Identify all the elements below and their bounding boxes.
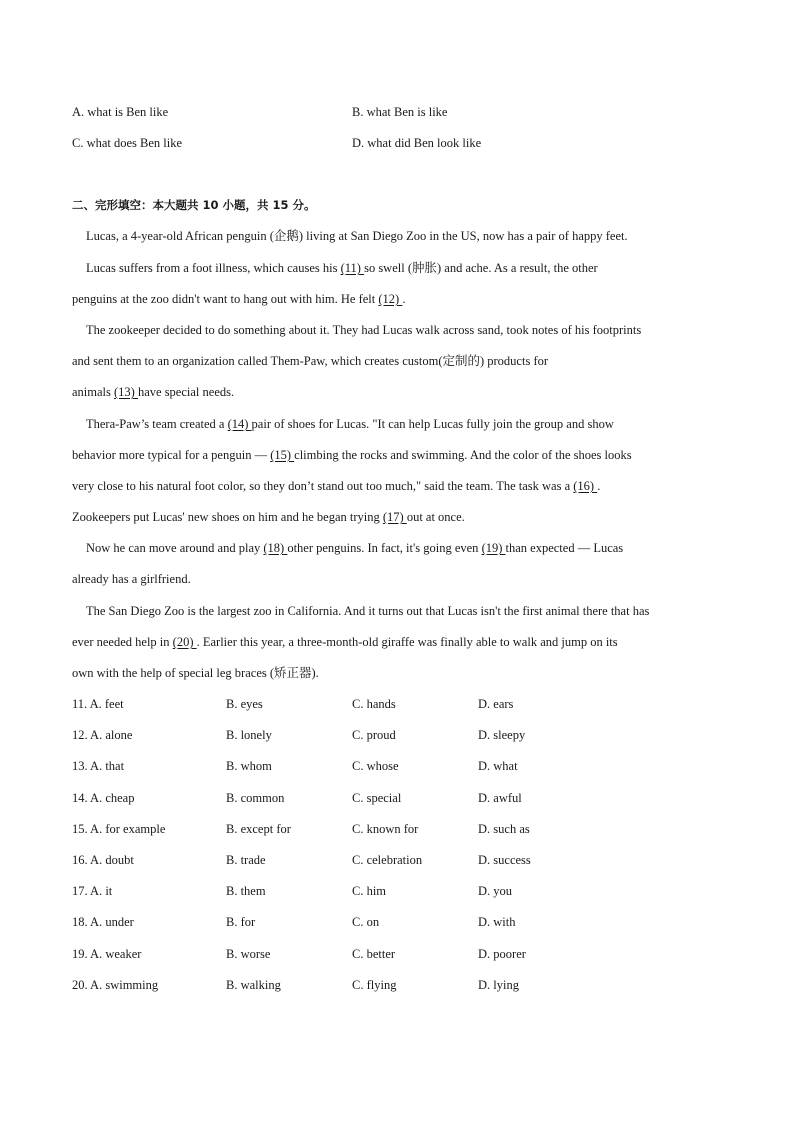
option-d: D. success (478, 853, 531, 867)
passage-line (72, 634, 618, 650)
option-c: C. hands (352, 697, 396, 711)
option-a: 13. A. that (72, 759, 125, 774)
blank-marker: (11) (340, 261, 365, 275)
option-b: B. except for (226, 821, 291, 836)
option-c: C. known for (352, 821, 419, 836)
option-a: 11. A. feet (72, 697, 124, 711)
passage-text: behavior more typical for a penguin — (72, 448, 271, 462)
option-c: C. on (352, 915, 380, 930)
passage-line (86, 603, 649, 619)
section-heading: 二、完形填空：本大题共 10 小题，共 15 分。 (72, 198, 316, 212)
passage-line (72, 509, 465, 525)
passage-line (86, 540, 623, 556)
option-b: B. for (226, 915, 256, 930)
option-c: C. flying (352, 977, 397, 992)
option-d: D. with (478, 915, 516, 930)
option-c: C. whose (352, 759, 399, 774)
passage-line (86, 260, 598, 276)
option-a: 18. A. under (72, 915, 134, 930)
blank-marker: (17) (382, 510, 407, 524)
passage-text: and sent them to an organization called Them-Paw, which creates custom(定制的) products for (72, 354, 549, 368)
passage-text: Lucas, a 4-year-old African penguin (企鹅) living at San Diego Zoo in the US, now has a pair of happy feet. (86, 229, 628, 243)
passage-text: already has a girlfriend. (72, 572, 191, 586)
option-c: C. him (352, 884, 387, 899)
blank-marker: (19) (481, 541, 506, 555)
option-d: D. ears (478, 697, 514, 711)
passage-line (72, 291, 405, 307)
passage-text: . (402, 292, 406, 306)
passage-text: . Earlier this year, a three-month-old giraffe was finally able to walk and jump on its (196, 635, 618, 649)
option-a: 19. A. weaker (72, 946, 142, 961)
blank-marker: (12) (378, 292, 403, 306)
option-b: B. lonely (226, 728, 272, 743)
passage-text: ever needed help in (72, 635, 173, 649)
passage-line (72, 571, 191, 587)
blank-marker: (13) (114, 385, 138, 399)
option-d: D. sleepy (478, 728, 526, 743)
option-a: 15. A. for example (72, 821, 166, 836)
option-d: D. lying (478, 977, 519, 992)
option-b: B. them (226, 884, 266, 899)
option-b: B. worse (226, 946, 271, 961)
passage-text: Now he can move around and play (86, 541, 264, 555)
passage-line (72, 665, 319, 681)
option-a: 12. A. alone (72, 728, 133, 743)
option-b: B. trade (226, 853, 266, 867)
passage-line (86, 322, 641, 338)
option-c: C. better (352, 946, 396, 961)
passage-text: have special needs. (137, 385, 235, 399)
blank-marker: (16) (573, 479, 598, 493)
passage-text: The zookeeper decided to do something about it. They had Lucas walk across sand, took notes of his footprints (86, 323, 642, 337)
passage-text: Zookeepers put Lucas' new shoes on him and he began trying (72, 510, 383, 524)
option-d: D. poorer (478, 946, 526, 961)
top-option-b: B. what Ben is like (352, 105, 448, 119)
passage-text: penguins at the zoo didn't want to hang out with him. He felt (72, 292, 379, 306)
blank-marker: (15) (270, 448, 295, 462)
option-c: C. celebration (352, 853, 423, 867)
passage-text: The San Diego Zoo is the largest zoo in California. And it turns out that Lucas isn't the first animal there that has (86, 604, 650, 618)
passage-text: own with the help of special leg braces (矫正器). (72, 666, 319, 680)
passage-line (72, 353, 548, 369)
option-d: D. what (478, 759, 518, 774)
option-b: B. walking (226, 977, 281, 992)
option-c: C. special (352, 790, 402, 805)
passage-text: Lucas suffers from a foot illness, which causes his (86, 261, 341, 275)
passage-line (72, 447, 632, 463)
passage-text: out at once. (406, 510, 465, 524)
option-a: 14. A. cheap (72, 790, 135, 805)
passage-text: so swell (肿胀) and ache. As a result, the other (364, 261, 598, 275)
passage-line (86, 416, 614, 432)
option-d: D. you (478, 884, 513, 899)
passage-text: very close to his natural foot color, so they don’t stand out too much," said the team. The task was a (72, 479, 574, 493)
passage-line (72, 384, 234, 400)
blank-marker: (18) (263, 541, 288, 555)
passage-text: Thera-Paw’s team created a (86, 417, 228, 431)
passage-text: climbing the rocks and swimming. And the color of the shoes looks (294, 448, 632, 462)
blank-marker: (14) (227, 417, 252, 431)
passage-text: than expected — Lucas (505, 541, 624, 555)
passage-text: other penguins. In fact, it's going even (287, 541, 482, 555)
option-d: D. such as (478, 821, 530, 836)
passage-line (86, 228, 628, 244)
passage-line (72, 478, 600, 494)
option-b: B. eyes (226, 697, 263, 711)
option-b: B. common (226, 790, 285, 805)
option-b: B. whom (226, 759, 272, 774)
passage-text: . (597, 479, 601, 493)
top-option-c: C. what does Ben like (72, 136, 183, 150)
top-option-a: A. what is Ben like (72, 105, 169, 119)
option-c: C. proud (352, 728, 396, 743)
option-a: 17. A. it (72, 884, 113, 899)
passage-text: animals (72, 385, 115, 399)
option-d: D. awful (478, 790, 522, 805)
top-option-d: D. what did Ben look like (352, 136, 482, 150)
passage-text: pair of shoes for Lucas. "It can help Lucas fully join the group and show (251, 417, 614, 431)
blank-marker: (20) (172, 635, 197, 649)
option-a: 16. A. doubt (72, 853, 134, 867)
option-a: 20. A. swimming (72, 977, 159, 992)
